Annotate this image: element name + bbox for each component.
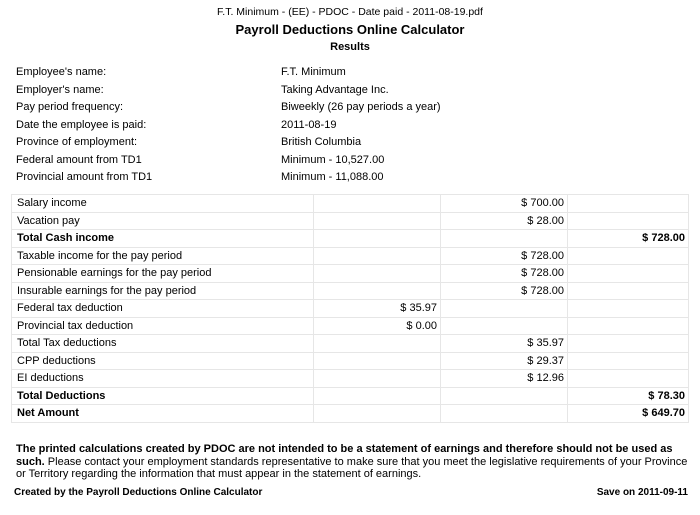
amount-cell: $ 35.97: [314, 300, 441, 318]
info-label: Employer's name:: [16, 83, 104, 96]
page-subtitle: Results: [330, 41, 370, 53]
table-row: [12, 317, 689, 335]
amount-cell: $ 0.00: [314, 317, 441, 335]
row-label: Taxable income for the pay period: [12, 247, 314, 265]
total-cell: [568, 247, 689, 265]
amount-cell: $ 700.00: [441, 195, 568, 213]
row-label: Net Amount: [12, 405, 314, 423]
info-value: Minimum - 10,527.00: [281, 153, 385, 166]
total-cell: [568, 300, 689, 318]
row-label: CPP deductions: [12, 352, 314, 370]
disclaimer-normal: Please contact your employment standards representative to make sure that you meet the legislative requirements of your Province or Territory regarding the information that must appear in the statement of earnings.: [16, 455, 688, 480]
total-cell: [568, 317, 689, 335]
amount-cell: $ 728.00: [441, 282, 568, 300]
info-value: British Columbia: [281, 136, 362, 148]
table-row: [12, 387, 689, 405]
row-label: Federal tax deduction: [12, 300, 314, 318]
table-row: [12, 230, 689, 248]
amount-cell: [441, 300, 568, 318]
info-label: Provincial amount from TD1: [16, 171, 153, 183]
calculation-table: [11, 194, 689, 423]
amount-cell: [314, 352, 441, 370]
table-row: [12, 405, 689, 423]
table-row: [12, 335, 689, 353]
info-value: Biweekly (26 pay periods a year): [281, 101, 441, 113]
info-value: Taking Advantage Inc.: [281, 83, 389, 96]
total-cell: [568, 212, 689, 230]
amount-cell: [314, 247, 441, 265]
document-filename-header: F.T. Minimum - (EE) - PDOC - Date paid - 2011-08-19.pdf: [217, 6, 483, 18]
table-row: [12, 282, 689, 300]
total-cell: [568, 265, 689, 283]
table-row: [12, 212, 689, 230]
disclaimer-bold: The printed calculations created by PDOC are not intended to be a statement of earnings and therefore should not be used as such.: [16, 443, 673, 468]
total-cell: [568, 335, 689, 353]
total-cell: [568, 195, 689, 213]
row-label: Total Cash income: [12, 230, 314, 248]
amount-cell: [314, 230, 441, 248]
info-label: Pay period frequency:: [16, 101, 124, 113]
row-label: EI deductions: [12, 370, 314, 388]
amount-cell: [314, 370, 441, 388]
amount-cell: [441, 387, 568, 405]
table-row: [12, 195, 689, 213]
disclaimer-text: [16, 443, 688, 481]
info-label: Employee's name:: [16, 66, 107, 78]
amount-cell: [441, 230, 568, 248]
amount-cell: $ 728.00: [441, 247, 568, 265]
info-label: Province of employment:: [16, 136, 138, 148]
total-cell: [568, 370, 689, 388]
total-cell: $ 649.70: [568, 405, 689, 423]
table-row: [12, 247, 689, 265]
row-label: Total Tax deductions: [12, 335, 314, 353]
total-cell: $ 78.30: [568, 387, 689, 405]
amount-cell: [314, 265, 441, 283]
amount-cell: [314, 282, 441, 300]
table-row: [12, 370, 689, 388]
amount-cell: [314, 212, 441, 230]
row-label: Salary income: [12, 195, 314, 213]
row-label: Total Deductions: [12, 387, 314, 405]
amount-cell: $ 29.37: [441, 352, 568, 370]
amount-cell: [441, 405, 568, 423]
row-label: Vacation pay: [12, 212, 314, 230]
total-cell: [568, 352, 689, 370]
total-cell: [568, 282, 689, 300]
row-label: Insurable earnings for the pay period: [12, 282, 314, 300]
info-label: Federal amount from TD1: [16, 153, 142, 166]
amount-cell: [314, 195, 441, 213]
total-cell: $ 728.00: [568, 230, 689, 248]
table-row: [12, 300, 689, 318]
info-value: F.T. Minimum: [281, 66, 346, 78]
amount-cell: $ 35.97: [441, 335, 568, 353]
row-label: Pensionable earnings for the pay period: [12, 265, 314, 283]
footer-created-by: Created by the Payroll Deductions Online Calculator: [14, 487, 263, 498]
amount-cell: [314, 335, 441, 353]
row-label: Provincial tax deduction: [12, 317, 314, 335]
amount-cell: $ 728.00: [441, 265, 568, 283]
table-row: [12, 352, 689, 370]
amount-cell: [441, 317, 568, 335]
amount-cell: [314, 387, 441, 405]
table-row: [12, 265, 689, 283]
info-value: Minimum - 11,088.00: [281, 171, 384, 183]
info-label: Date the employee is paid:: [16, 118, 147, 131]
amount-cell: $ 28.00: [441, 212, 568, 230]
page-title: Payroll Deductions Online Calculator: [235, 22, 465, 37]
amount-cell: $ 12.96: [441, 370, 568, 388]
footer-save-date: Save on 2011-09-11: [596, 487, 688, 498]
info-value: 2011-08-19: [281, 118, 337, 131]
amount-cell: [314, 405, 441, 423]
